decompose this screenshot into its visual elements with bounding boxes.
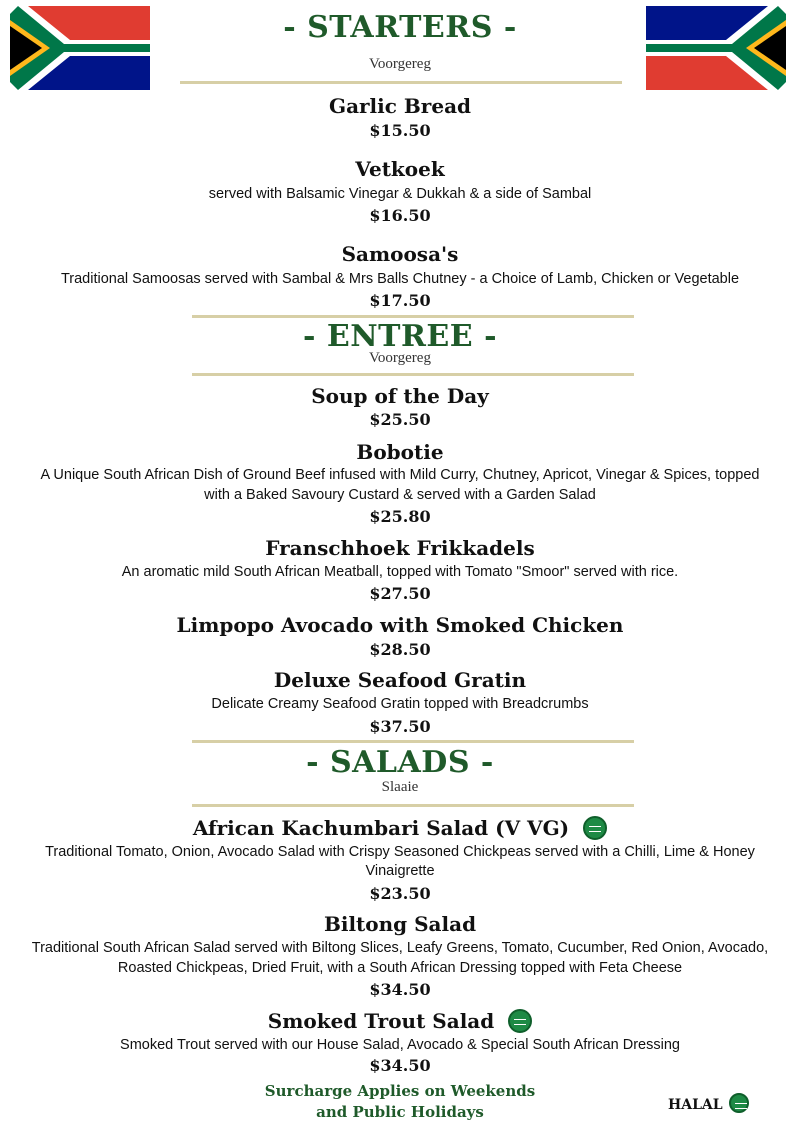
menu-item-price: $34.50	[369, 980, 431, 999]
halal-icon	[508, 1009, 532, 1033]
divider	[192, 373, 634, 376]
menu-item-name: Vetkoek	[355, 157, 445, 181]
menu-item-name: African Kachumbari Salad (V VG)	[192, 816, 570, 840]
section-subtitle-salads: Slaaie	[381, 779, 419, 795]
menu-item-price: $16.50	[369, 206, 431, 225]
menu-item-price: $34.50	[369, 1056, 431, 1075]
menu-item-description: Traditional South African Salad served with Biltong Slices, Leafy Greens, Tomato, Cucumber, Red Onion, Avocado,	[31, 940, 769, 956]
surcharge-line: Surcharge Applies on Weekends	[264, 1082, 536, 1100]
menu-item-price: $28.50	[369, 640, 431, 659]
halal-legend-label: HALAL	[668, 1097, 723, 1113]
menu-item-name: Franschhoek Frikkadels	[265, 536, 535, 560]
menu-item-name-row	[0, 1009, 800, 1035]
menu-item-name: Bobotie	[356, 440, 444, 464]
menu-item-price: $23.50	[369, 884, 431, 903]
menu-item-price: $17.50	[369, 291, 431, 310]
divider	[192, 740, 634, 743]
halal-icon	[583, 816, 607, 840]
menu-item-name: Samoosa's	[341, 242, 459, 266]
menu-item-name: Garlic Bread	[328, 94, 472, 118]
menu-item-name: Smoked Trout Salad	[267, 1009, 495, 1033]
menu-item-name: Soup of the Day	[311, 384, 489, 408]
menu-item-description: An aromatic mild South African Meatball, topped with Tomato "Smoor" served with rice.	[121, 564, 679, 580]
surcharge-note	[200, 1081, 600, 1123]
halal-legend	[668, 1095, 749, 1115]
menu-item-description: served with Balsamic Vinegar & Dukkah & a side of Sambal	[208, 186, 592, 202]
menu-item-description: Smoked Trout served with our House Salad, Avocado & Special South African Dressing	[120, 1037, 680, 1053]
menu-item-description: Traditional Samoosas served with Sambal & Mrs Balls Chutney - a Choice of Lamb, Chicken or Vegetable	[60, 271, 740, 287]
menu-item-name: Deluxe Seafood Gratin	[273, 668, 527, 692]
menu-item-price: $37.50	[369, 717, 431, 736]
menu-item-price: $27.50	[369, 584, 431, 603]
divider	[192, 804, 634, 807]
menu-item-price: $25.50	[369, 410, 431, 429]
menu-item-price: $25.80	[369, 507, 431, 526]
menu-item-name-row	[0, 816, 800, 842]
section-title-salads: - SALADS -	[306, 745, 494, 780]
menu-item-description: Roasted Chickpeas, Dried Fruit, with a South African Dressing topped with Feta Cheese	[117, 960, 683, 976]
section-subtitle-entree: Voorgereg	[369, 350, 431, 366]
section-title-starters: - STARTERS -	[283, 10, 517, 45]
divider	[192, 315, 634, 318]
menu-item-description: with a Baked Savoury Custard & served with a Garden Salad	[204, 487, 596, 503]
section-subtitle-starters: Voorgereg	[369, 56, 431, 72]
menu-item-description: A Unique South African Dish of Ground Beef infused with Mild Curry, Chutney, Apricot, Vinegar & Spices, topped	[40, 467, 760, 483]
divider	[180, 81, 622, 84]
menu-item-description: Vinaigrette	[365, 863, 435, 879]
menu-item-description: Delicate Creamy Seafood Gratin topped with Breadcrumbs	[211, 696, 589, 712]
menu-item-name: Limpopo Avocado with Smoked Chicken	[176, 613, 624, 637]
menu-item-price: $15.50	[369, 121, 431, 140]
surcharge-line: and Public Holidays	[316, 1103, 484, 1121]
section-title-entree: - ENTREE -	[302, 319, 498, 354]
menu-item-description: Traditional Tomato, Onion, Avocado Salad with Crispy Seasoned Chickpeas served with a Chilli, Lime & Honey	[45, 844, 755, 860]
menu-item-name: Biltong Salad	[323, 912, 477, 936]
halal-icon	[729, 1093, 749, 1113]
